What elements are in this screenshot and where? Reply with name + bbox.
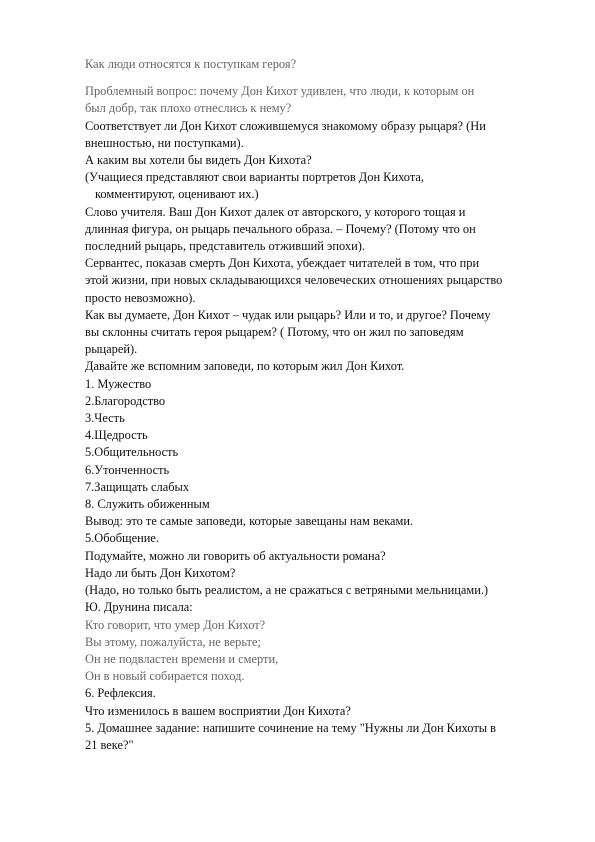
commandments-intro: Давайте же вспомним заповеди, по которым жил Дон Кихот. bbox=[85, 359, 405, 374]
question-2-note-line-1: (Учащиеся представляют свои варианты портретов Дон Кихота, bbox=[85, 170, 424, 185]
teacher-word-line-1: Слово учителя. Ваш Дон Кихот далек от авторского, у которого тощая и bbox=[85, 204, 466, 219]
spacer bbox=[85, 73, 555, 83]
question-3-line-2: вы склонны считать героя рыцарем? ( Потому, что он жил по заповедям bbox=[85, 325, 464, 340]
question-2: А каким вы хотели бы видеть Дон Кихота? bbox=[85, 153, 312, 168]
cervantes-line-1: Сервантес, показав смерть Дон Кихота, убеждает читателей в том, что при bbox=[85, 256, 480, 271]
commandment-7: 7.Защищать слабых bbox=[85, 479, 190, 494]
poem-line-4: Он в новый собирается поход. bbox=[85, 669, 245, 684]
question-3-line-1: Как вы думаете, Дон Кихот – чудак или рыцарь? Или и то, и другое? Почему bbox=[85, 307, 491, 322]
homework-line-1: 5. Домашнее задание: напишите сочинение на тему "Нужны ли Дон Кихоты в bbox=[85, 720, 497, 735]
commandment-2: 2.Благородство bbox=[85, 393, 166, 408]
generalization-heading: 5.Обобщение. bbox=[85, 531, 159, 546]
poem-author: Ю. Друнина писала: bbox=[85, 600, 193, 615]
problem-question-line-2: был добр, так плохо отнеслись к нему? bbox=[85, 101, 292, 116]
question-1-line-2: внешностью, ни поступками). bbox=[85, 135, 244, 150]
relevance-answer: (Надо, но только быть реалистом, а не сражаться с ветряными мельницами.) bbox=[85, 583, 489, 598]
document-page bbox=[85, 56, 555, 754]
relevance-question-2: Надо ли быть Дон Кихотом? bbox=[85, 565, 236, 580]
teacher-word-line-3: последний рыцарь, представитель отживший эпохи). bbox=[85, 239, 365, 254]
poem-line-3: Он не подвластен времени и смерти, bbox=[85, 651, 279, 666]
poem-line-2: Вы этому, пожалуйста, не верьте; bbox=[85, 634, 261, 649]
question-2-note-line-2: комментируют, оценивают их.) bbox=[95, 187, 259, 202]
cervantes-line-3: просто невозможно). bbox=[85, 290, 196, 305]
problem-question-line-1: Проблемный вопрос: почему Дон Кихот удивлен, что люди, к которым он bbox=[85, 84, 475, 99]
commandment-3: 3.Честь bbox=[85, 411, 125, 426]
commandment-8: 8. Служить обиженным bbox=[85, 497, 210, 512]
commandment-1: 1. Мужество bbox=[85, 376, 152, 391]
commandment-5: 5.Общительность bbox=[85, 445, 179, 460]
question-3-line-3: рыцарей). bbox=[85, 342, 138, 357]
cervantes-line-2: этой жизни, при новых складывающихся человеческих отношениях рыцарство bbox=[85, 273, 503, 288]
relevance-question: Подумайте, можно ли говорить об актуальности романа? bbox=[85, 548, 386, 563]
teacher-word-line-2: длинная фигура, он рыцарь печального образа. – Почему? (Потому что он bbox=[85, 221, 476, 236]
reflection-heading: 6. Рефлексия. bbox=[85, 686, 156, 701]
reflection-question: Что изменилось в вашем восприятии Дон Кихота? bbox=[85, 703, 351, 718]
document-title: Как люди относятся к поступкам героя? bbox=[85, 57, 297, 71]
conclusion: Вывод: это те самые заповеди, которые завещаны нам веками. bbox=[85, 514, 414, 529]
homework-line-2: 21 веке?" bbox=[85, 737, 134, 752]
question-1-line-1: Соответствует ли Дон Кихот сложившемуся знакомому образу рыцаря? (Ни bbox=[85, 118, 486, 133]
commandment-4: 4.Щедрость bbox=[85, 428, 148, 443]
commandment-6: 6.Утонченность bbox=[85, 462, 170, 477]
poem-line-1: Кто говорит, что умер Дон Кихот? bbox=[85, 617, 266, 632]
